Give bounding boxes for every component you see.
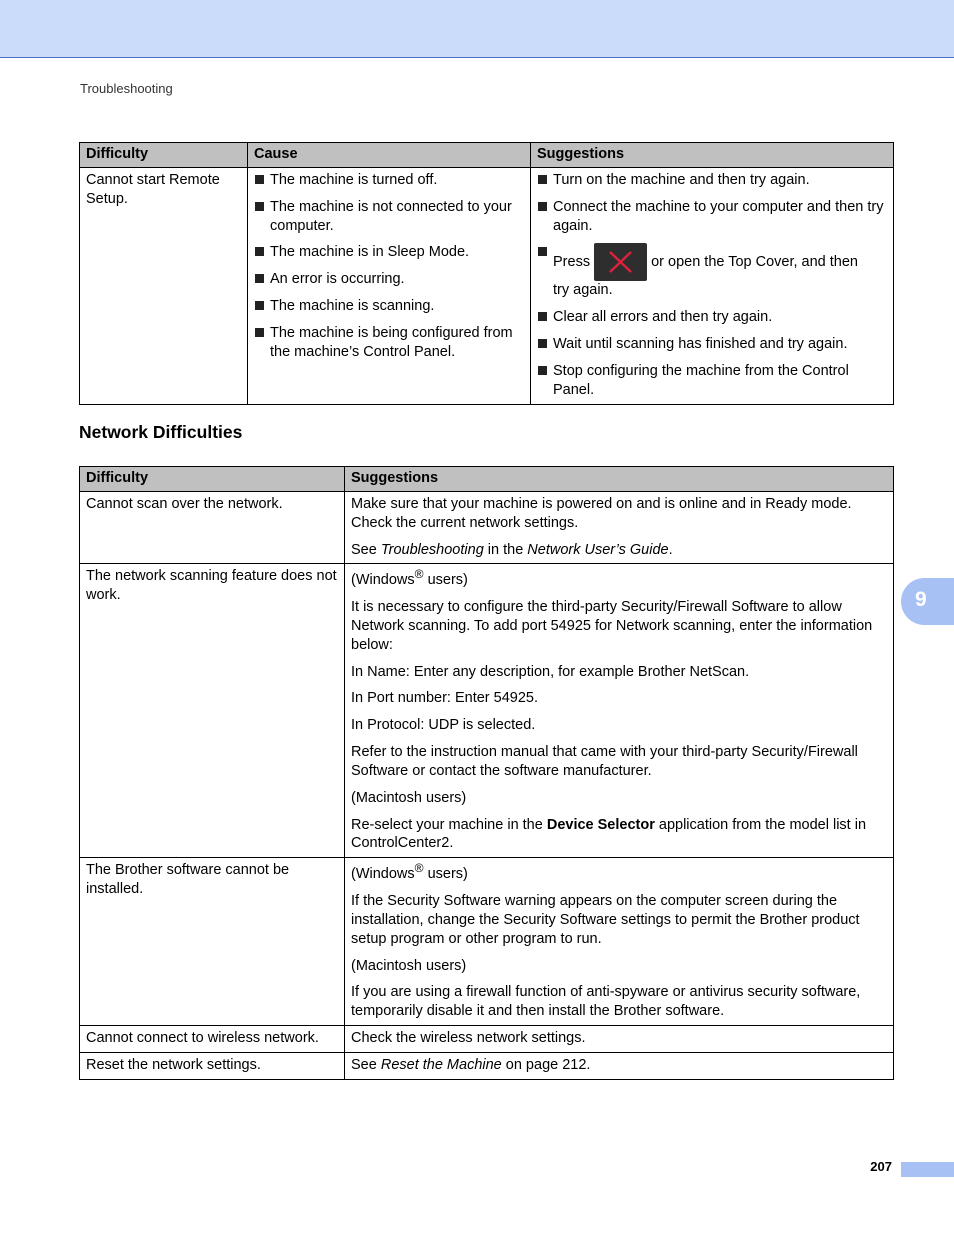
ref-title: Troubleshooting [380, 541, 484, 558]
list-item: An error is occurring. [254, 270, 524, 289]
header-cause: Cause [248, 143, 531, 168]
table-header-row [80, 467, 894, 492]
stop-button-image [594, 243, 647, 281]
macintosh-label: (Macintosh users) [351, 789, 467, 806]
press-line [553, 243, 887, 281]
difficulty-cell: Cannot scan over the network. [80, 491, 345, 564]
paragraph: In Port number: Enter 54925. [351, 690, 538, 707]
list-item: Turn on the machine and then try again. [537, 171, 887, 190]
ref-guide: Network User’s Guide [527, 541, 669, 558]
paragraph-reference [351, 541, 887, 560]
os-text: users) [423, 572, 468, 589]
difficulty-cell: Cannot start Remote Setup. [80, 167, 248, 404]
stop-x-icon [608, 250, 633, 274]
body-text: See [351, 1056, 381, 1073]
os-text: (Windows [351, 572, 415, 589]
list-item: Connect the machine to your computer and then try again. [537, 198, 887, 236]
chapter-tab: 9 [901, 578, 954, 625]
table-row [80, 491, 894, 564]
table-row [80, 167, 894, 404]
section-title: Network Difficulties [79, 422, 243, 442]
table-row [80, 564, 894, 858]
ref-text: in the [483, 541, 528, 558]
suggestions-cell [345, 564, 894, 858]
ref-text: See [351, 541, 381, 558]
paragraph: It is necessary to configure the third-party Security/Firewall Software to allow Network scanning. To add port 54925 for Network scanning, enter the information below: [351, 599, 873, 653]
difficulty-cell: The Brother software cannot be installed. [80, 858, 345, 1026]
network-difficulties-table [79, 466, 894, 1080]
paragraph: In Protocol: UDP is selected. [351, 717, 536, 734]
list-item: Clear all errors and then try again. [537, 308, 887, 327]
paragraph: If you are using a firewall function of anti-spyware or antivirus security software, temporarily disable it and then install the Brother software. [351, 984, 861, 1020]
suggestions-cell [531, 167, 894, 404]
device-selector-text: Device Selector [546, 816, 655, 833]
table-header-row [80, 143, 894, 168]
registered-mark: ® [414, 567, 424, 582]
press-after-text: or open the Top Cover, and then [651, 253, 858, 270]
paragraph: Make sure that your machine is powered on and is online and in Ready mode. Check the current network settings. [351, 495, 852, 531]
breadcrumb: Troubleshooting [80, 81, 173, 96]
difficulty-cell: Reset the network settings. [80, 1052, 345, 1079]
press-continuation: try again. [553, 282, 613, 299]
list-item: Wait until scanning has finished and try again. [537, 335, 887, 354]
list-item: The machine is not connected to your computer. [254, 198, 524, 236]
ref-title: Reset the Machine [380, 1056, 502, 1073]
macintosh-label: (Macintosh users) [351, 957, 467, 974]
table-row [80, 1052, 894, 1079]
header-suggestions: Suggestions [345, 467, 894, 492]
registered-mark: ® [414, 861, 424, 876]
list-item: The machine is being configured from the machine’s Control Panel. [254, 324, 524, 362]
suggestions-cell [345, 1052, 894, 1079]
suggestion-list [537, 171, 887, 400]
windows-label [351, 861, 887, 884]
list-item-press [537, 243, 887, 300]
difficulty-cell: The network scanning feature does not work. [80, 564, 345, 858]
suggestions-cell: Check the wireless network settings. [345, 1026, 894, 1053]
table-row [80, 1026, 894, 1053]
paragraph: If the Security Software warning appears on the computer screen during the installation, change the Security Software settings to permit the Brother product setup program or other program to run. [351, 893, 860, 947]
suggestions-cell [345, 858, 894, 1026]
body-text: on page 212. [501, 1056, 591, 1073]
suggestions-cell [345, 491, 894, 564]
list-item: The machine is in Sleep Mode. [254, 243, 524, 262]
list-item: The machine is scanning. [254, 297, 524, 316]
paragraph: Refer to the instruction manual that came with your third-party Security/Firewall Software or contact the software manufacturer. [351, 744, 858, 779]
remote-setup-table [79, 142, 894, 405]
windows-label [351, 567, 887, 590]
os-text: (Windows [351, 866, 415, 883]
list-item: The machine is turned off. [254, 171, 524, 190]
ref-text: . [668, 541, 673, 558]
difficulty-cell: Cannot connect to wireless network. [80, 1026, 345, 1053]
page-bar [901, 1162, 954, 1177]
list-item: Stop configuring the machine from the Control Panel. [537, 362, 887, 400]
cause-list [254, 171, 524, 362]
header-difficulty: Difficulty [80, 143, 248, 168]
press-text: Press [553, 253, 591, 270]
header-band [0, 0, 954, 58]
paragraph: In Name: Enter any description, for example Brother NetScan. [351, 663, 750, 680]
body-text: Re-select your machine in the [351, 816, 547, 833]
page-number: 207 [870, 1159, 892, 1174]
body-text: application from the model list in ControlCenter2. [351, 816, 867, 852]
table-row [80, 858, 894, 1026]
header-suggestions: Suggestions [531, 143, 894, 168]
cause-cell [248, 167, 531, 404]
paragraph [351, 816, 887, 854]
header-difficulty: Difficulty [80, 467, 345, 492]
os-text: users) [423, 866, 468, 883]
